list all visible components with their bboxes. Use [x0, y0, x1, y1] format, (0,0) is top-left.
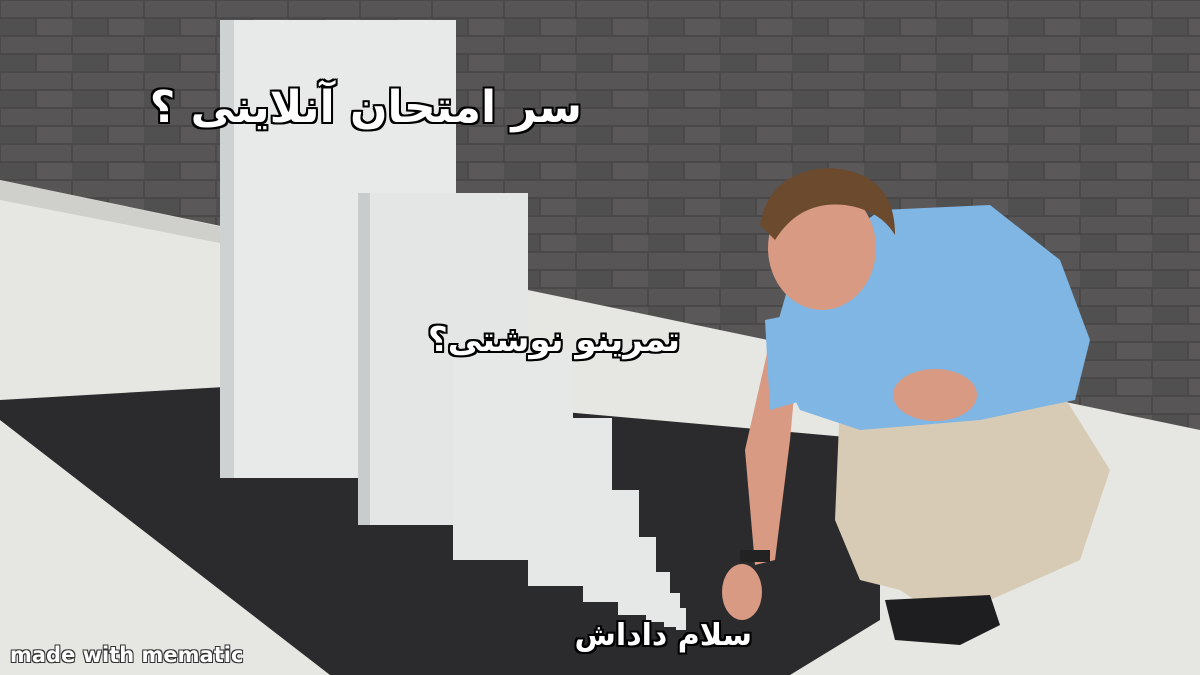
caption-middle: تمرینو نوشتی؟ — [427, 320, 680, 360]
caption-bottom: سلام داداش — [574, 618, 752, 653]
watch — [740, 550, 770, 562]
hand — [722, 564, 762, 620]
mematic-watermark: made with mematic — [10, 643, 244, 667]
caption-top: سر امتحان آنلاینی ؟ — [149, 82, 582, 133]
